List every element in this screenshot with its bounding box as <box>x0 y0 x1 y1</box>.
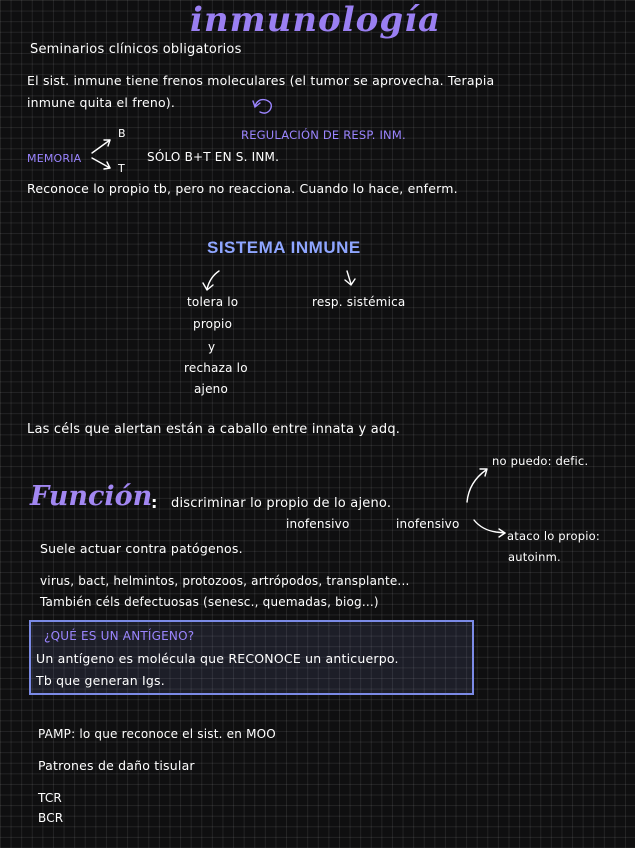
solo-bt-note: SÓLO B+T EN S. INM. <box>147 150 280 164</box>
no-puedo-arrow-icon <box>467 470 486 502</box>
pamp-note: PAMP: lo que reconoce el sist. en MOO <box>38 727 276 741</box>
bcr-label: BCR <box>38 811 64 825</box>
subtitle: Seminarios clínicos obligatorios <box>30 42 242 57</box>
funcion-colon: : <box>151 493 158 512</box>
inofensivo-left: inofensivo <box>286 517 350 531</box>
page-title: inmunología <box>190 0 442 40</box>
regulacion-curl-arrow-icon <box>255 100 271 114</box>
ataco-propio-note: ataco lo propio: <box>507 529 600 543</box>
autoinm-note: autoinm. <box>508 550 561 564</box>
virus-list: virus, bact, helmintos, protozoos, artrópodos, transplante... <box>40 574 410 588</box>
ataco-arrow-icon <box>474 520 505 533</box>
funcion-text: discriminar lo propio de lo ajeno. <box>171 496 392 511</box>
funcion-heading: Función <box>30 481 153 512</box>
sistema-inmune-heading: SISTEMA INMUNE <box>207 238 361 257</box>
t-cell-label: T <box>118 162 125 175</box>
suele-actuar: Suele actuar contra patógenos. <box>40 541 243 556</box>
resp-sistemica: resp. sistémica <box>312 295 406 309</box>
tolera-line-4: rechaza lo <box>184 361 248 375</box>
note-line-frenos: El sist. inmune tiene frenos moleculares (el tumor se aprovecha. Terapia <box>27 73 495 88</box>
no-puedo-note: no puedo: defic. <box>492 454 589 468</box>
inofensivo-right: inofensivo <box>396 517 460 531</box>
note-line-celulas: Las céls que alertan están a caballo entre innata y adq. <box>27 422 401 437</box>
antigeno-answer-2: Tb que generan Igs. <box>36 673 165 688</box>
tambien-celulas: También céls defectuosas (senesc., quemadas, biog...) <box>40 595 379 609</box>
b-cell-label: B <box>118 127 126 140</box>
memoria-label: MEMORIA <box>27 152 82 165</box>
note-line-freno: inmune quita el freno). <box>27 95 176 110</box>
tcr-label: TCR <box>38 791 62 805</box>
memoria-arrow-b-icon <box>92 140 110 153</box>
tolera-line-5: ajeno <box>194 382 229 396</box>
patrones-note: Patrones de daño tisular <box>38 758 195 773</box>
tolera-arrow-icon <box>207 271 219 289</box>
note-line-reconoce: Reconoce lo propio tb, pero no reacciona. Cuando lo hace, enferm. <box>27 181 458 196</box>
tolera-line-3: y <box>208 340 216 354</box>
tolera-line-2: propio <box>193 317 233 331</box>
antigeno-answer-1: Un antígeno es molécula que RECONOCE un anticuerpo. <box>36 651 399 666</box>
antigeno-question: ¿QUÉ ES UN ANTÍGENO? <box>44 629 195 643</box>
tolera-line-1: tolera lo <box>187 295 239 309</box>
regulacion-label: REGULACIÓN DE RESP. INM. <box>241 128 406 142</box>
